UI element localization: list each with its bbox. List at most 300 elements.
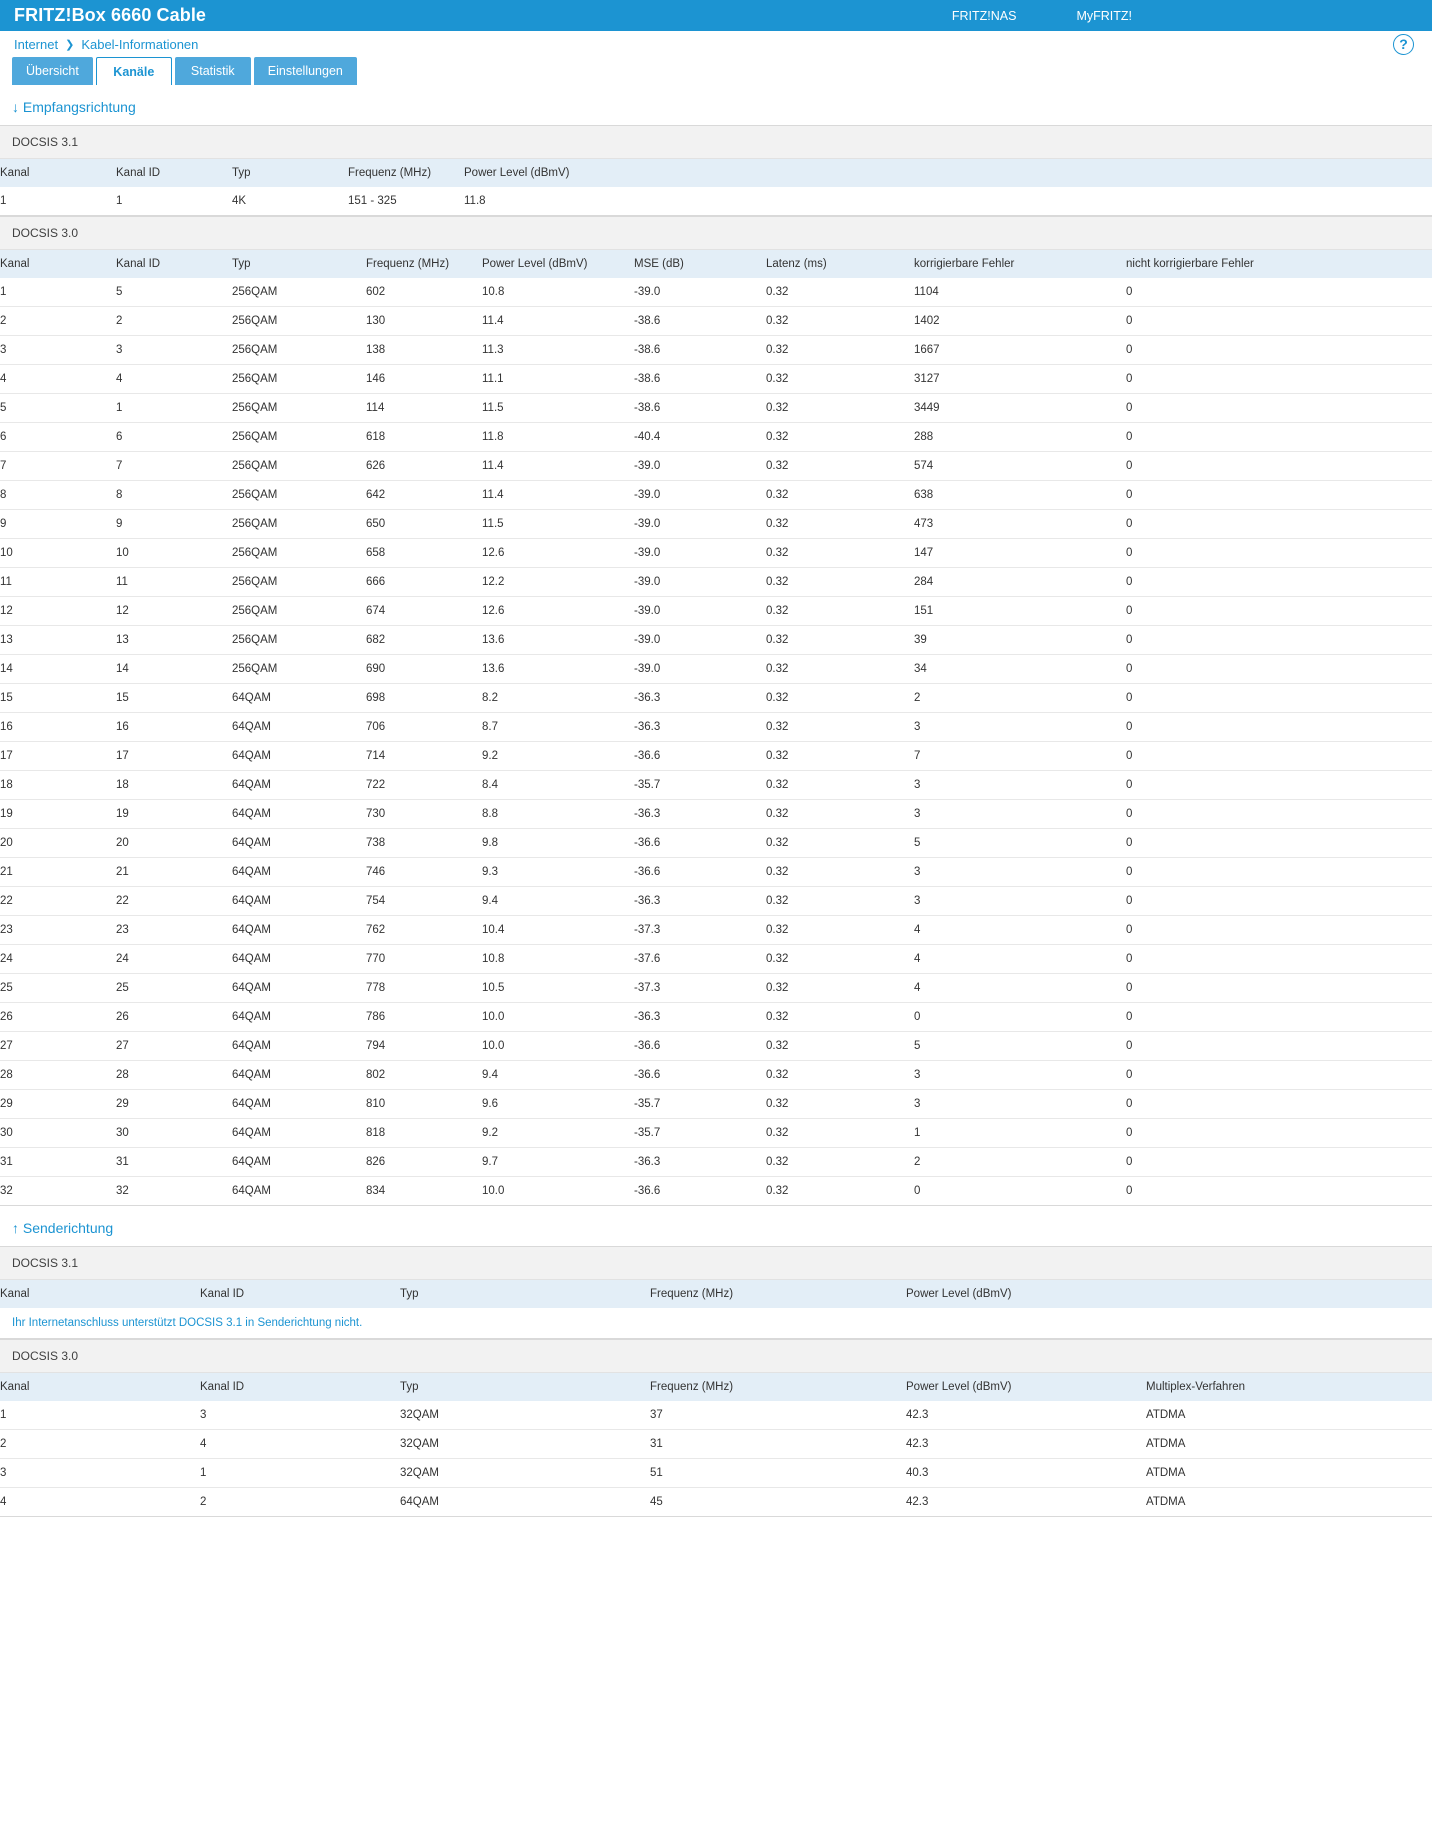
upstream-docsis30-cell-3: 31 [650,1430,906,1459]
downstream-docsis30-cell-2: 256QAM [232,307,366,336]
downstream-docsis31-table [0,159,1432,216]
downstream-docsis30-cell-2: 64QAM [232,1177,366,1206]
downstream-docsis30-cell-0: 32 [0,1177,116,1206]
downstream-docsis30-cell-7: 3 [914,887,1126,916]
upstream-section-title: ↑ Senderichtung [12,1220,114,1236]
downstream-docsis30-cell-4: 12.2 [482,568,634,597]
downstream-docsis30-cell-7: 3 [914,713,1126,742]
downstream-docsis30-cell-4: 9.4 [482,1061,634,1090]
downstream-docsis30-cell-4: 8.2 [482,684,634,713]
downstream-docsis30-cell-3: 770 [366,945,482,974]
downstream-docsis30-cell-5: -39.0 [634,568,766,597]
downstream-docsis30-cell-8: 0 [1126,655,1432,684]
downstream-docsis30-cell-1: 6 [116,423,232,452]
downstream-docsis30-cell-5: -35.7 [634,771,766,800]
upstream-docsis30-cell-4: 42.3 [906,1488,1146,1517]
downstream-docsis30-cell-5: -38.6 [634,336,766,365]
downstream-docsis30-cell-0: 11 [0,568,116,597]
downstream-docsis30-cell-2: 256QAM [232,365,366,394]
col-kanal: Kanal [0,159,116,187]
downstream-docsis30-cell-6: 0.32 [766,626,914,655]
cell-power-level: 11.8 [464,187,1432,216]
downstream-docsis30-cell-4: 11.5 [482,510,634,539]
downstream-docsis30-cell-4: 10.8 [482,945,634,974]
downstream-docsis30-cell-1: 4 [116,365,232,394]
downstream-docsis30-cell-2: 256QAM [232,568,366,597]
downstream-docsis30-cell-0: 2 [0,307,116,336]
link-fritznas[interactable]: FRITZ!NAS [951,8,1017,23]
upstream-docsis30-cell-5: ATDMA [1146,1401,1432,1430]
downstream-docsis30-cell-8: 0 [1126,539,1432,568]
downstream-docsis30-cell-1: 23 [116,916,232,945]
downstream-docsis30-cell-5: -36.6 [634,742,766,771]
breadcrumb-root[interactable]: Internet [14,36,59,52]
downstream-docsis30-cell-3: 738 [366,829,482,858]
downstream-docsis30-cell-6: 0.32 [766,423,914,452]
downstream-docsis30-cell-1: 9 [116,510,232,539]
downstream-docsis30-cell-3: 138 [366,336,482,365]
cell-kanal-id: 1 [116,187,232,216]
downstream-docsis30-cell-3: 778 [366,974,482,1003]
downstream-docsis30-cell-3: 826 [366,1148,482,1177]
downstream-docsis30-cell-7: 39 [914,626,1126,655]
upstream-docsis30-cell-5: ATDMA [1146,1459,1432,1488]
downstream-docsis30-cell-4: 13.6 [482,655,634,684]
downstream-docsis30-cell-7: 3 [914,1061,1126,1090]
downstream-docsis30-cell-7: 473 [914,510,1126,539]
col-typ: Typ [232,159,348,187]
downstream-docsis30-cell-7: 5 [914,1032,1126,1061]
downstream-docsis30-cell-7: 5 [914,829,1126,858]
link-myfritz[interactable]: MyFRITZ! [1076,8,1132,23]
downstream-docsis30-cell-0: 12 [0,597,116,626]
downstream-docsis30-cell-4: 11.8 [482,423,634,452]
downstream-docsis30-cell-4: 13.6 [482,626,634,655]
table-row [0,771,1432,800]
table-header-row [0,1280,1432,1308]
downstream-docsis30-cell-8: 0 [1126,1061,1432,1090]
tab-einstellungen[interactable]: Einstellungen [254,57,357,85]
downstream-docsis30-cell-6: 0.32 [766,945,914,974]
downstream-docsis30-cell-5: -39.0 [634,452,766,481]
downstream-docsis30-cell-3: 834 [366,1177,482,1206]
downstream-docsis30-cell-5: -38.6 [634,394,766,423]
table-row [0,829,1432,858]
downstream-docsis30-cell-8: 0 [1126,684,1432,713]
downstream-docsis30-cell-2: 256QAM [232,481,366,510]
downstream-docsis30-cell-3: 810 [366,1090,482,1119]
downstream-docsis30-cell-3: 746 [366,858,482,887]
downstream-docsis30-cell-0: 19 [0,800,116,829]
downstream-docsis30-cell-6: 0.32 [766,858,914,887]
upstream-docsis31-subhead: DOCSIS 3.1 [0,1247,1432,1280]
downstream-docsis30-cell-5: -36.3 [634,1003,766,1032]
downstream-docsis30-cell-3: 114 [366,394,482,423]
downstream-docsis30-cell-7: 1 [914,1119,1126,1148]
downstream-docsis30-cell-8: 0 [1126,423,1432,452]
downstream-docsis30-cell-8: 0 [1126,858,1432,887]
table-row [0,336,1432,365]
downstream-docsis30-cell-0: 30 [0,1119,116,1148]
downstream-docsis30-cell-6: 0.32 [766,887,914,916]
downstream-docsis30-cell-2: 64QAM [232,1148,366,1177]
downstream-docsis30-cell-1: 21 [116,858,232,887]
downstream-docsis30-cell-8: 0 [1126,278,1432,307]
table-row [0,742,1432,771]
downstream-docsis30-cell-1: 31 [116,1148,232,1177]
downstream-docsis30-cell-2: 256QAM [232,423,366,452]
downstream-docsis30-cell-8: 0 [1126,568,1432,597]
table-row [0,1090,1432,1119]
downstream-docsis30-cell-8: 0 [1126,394,1432,423]
table-row [0,1401,1432,1430]
downstream-docsis30-cell-4: 9.6 [482,1090,634,1119]
downstream-docsis30-cell-5: -37.3 [634,916,766,945]
table-row [0,800,1432,829]
downstream-docsis30-cell-2: 256QAM [232,394,366,423]
downstream-docsis30-cell-1: 11 [116,568,232,597]
upstream-docsis30-cell-1: 2 [200,1488,400,1517]
downstream-docsis30-cell-1: 10 [116,539,232,568]
upstream-docsis31-table [0,1280,1432,1308]
downstream-docsis30-cell-7: 3 [914,858,1126,887]
table-row [0,394,1432,423]
downstream-docsis30-cell-2: 64QAM [232,800,366,829]
downstream-docsis30-cell-2: 256QAM [232,626,366,655]
table-row [0,510,1432,539]
downstream-docsis30-cell-2: 256QAM [232,278,366,307]
downstream-docsis30-cell-3: 666 [366,568,482,597]
downstream-docsis30-cell-0: 4 [0,365,116,394]
downstream-docsis30-cell-5: -38.6 [634,365,766,394]
downstream-docsis30-cell-3: 714 [366,742,482,771]
downstream-docsis30-cell-6: 0.32 [766,684,914,713]
table-row [0,858,1432,887]
downstream-docsis30-cell-1: 20 [116,829,232,858]
downstream-docsis30-cell-4: 9.4 [482,887,634,916]
upstream-docsis31-col-3: Frequenz (MHz) [650,1280,906,1308]
downstream-docsis30-cell-7: 1104 [914,278,1126,307]
downstream-docsis30-cell-0: 18 [0,771,116,800]
downstream-docsis30-cell-2: 64QAM [232,1119,366,1148]
downstream-docsis30-cell-5: -36.3 [634,800,766,829]
downstream-docsis30-cell-6: 0.32 [766,307,914,336]
downstream-docsis30-cell-4: 9.2 [482,742,634,771]
downstream-docsis30-panel [0,216,1432,1206]
downstream-docsis30-cell-7: 7 [914,742,1126,771]
upstream-docsis30-cell-4: 42.3 [906,1401,1146,1430]
downstream-docsis31-subhead: DOCSIS 3.1 [0,126,1432,159]
table-row [0,626,1432,655]
downstream-docsis30-cell-4: 12.6 [482,597,634,626]
upstream-docsis30-cell-3: 37 [650,1401,906,1430]
upstream-docsis30-panel [0,1339,1432,1517]
downstream-docsis30-cell-6: 0.32 [766,974,914,1003]
downstream-docsis30-col-4: Power Level (dBmV) [482,250,634,278]
downstream-docsis30-cell-1: 19 [116,800,232,829]
downstream-docsis30-cell-4: 10.4 [482,916,634,945]
tab-uebersicht[interactable]: Übersicht [12,57,93,85]
downstream-docsis30-cell-1: 32 [116,1177,232,1206]
table-row [0,539,1432,568]
table-row [0,278,1432,307]
upstream-docsis30-cell-3: 51 [650,1459,906,1488]
downstream-docsis30-cell-5: -36.6 [634,1061,766,1090]
cell-frequenz: 151 - 325 [348,187,464,216]
upstream-docsis30-cell-3: 45 [650,1488,906,1517]
table-row [0,1177,1432,1206]
downstream-docsis30-cell-6: 0.32 [766,655,914,684]
downstream-docsis30-cell-8: 0 [1126,1148,1432,1177]
downstream-docsis30-cell-0: 8 [0,481,116,510]
upstream-docsis30-col-0: Kanal [0,1373,200,1401]
downstream-docsis30-cell-5: -36.3 [634,684,766,713]
downstream-docsis30-cell-1: 22 [116,887,232,916]
downstream-docsis30-cell-8: 0 [1126,916,1432,945]
downstream-docsis30-cell-0: 26 [0,1003,116,1032]
table-row [0,713,1432,742]
breadcrumb [14,37,198,52]
downstream-docsis30-cell-8: 0 [1126,1090,1432,1119]
downstream-docsis30-cell-3: 642 [366,481,482,510]
table-body [0,278,1432,1206]
downstream-docsis30-cell-2: 64QAM [232,974,366,1003]
downstream-docsis30-cell-0: 20 [0,829,116,858]
downstream-docsis30-cell-8: 0 [1126,771,1432,800]
product-title: FRITZ!Box 6660 Cable [14,5,207,25]
downstream-docsis30-cell-4: 10.5 [482,974,634,1003]
downstream-docsis30-cell-0: 28 [0,1061,116,1090]
downstream-docsis30-cell-3: 602 [366,278,482,307]
upstream-docsis31-note: Ihr Internetanschluss unterstützt DOCSIS 3.1 in Senderichtung nicht. [0,1308,1432,1339]
downstream-docsis30-cell-0: 1 [0,278,116,307]
downstream-docsis30-cell-6: 0.32 [766,1061,914,1090]
table-body [0,1401,1432,1517]
downstream-docsis30-cell-3: 146 [366,365,482,394]
downstream-docsis30-cell-2: 64QAM [232,1090,366,1119]
upstream-docsis30-cell-4: 40.3 [906,1459,1146,1488]
downstream-docsis30-cell-6: 0.32 [766,1119,914,1148]
downstream-docsis30-cell-0: 14 [0,655,116,684]
upstream-docsis30-cell-2: 32QAM [400,1401,650,1430]
table-row [0,916,1432,945]
downstream-docsis30-cell-6: 0.32 [766,597,914,626]
downstream-docsis30-cell-2: 256QAM [232,597,366,626]
page-content [0,85,1432,1517]
downstream-docsis30-cell-1: 12 [116,597,232,626]
downstream-docsis30-cell-2: 64QAM [232,1003,366,1032]
downstream-docsis30-cell-1: 29 [116,1090,232,1119]
downstream-docsis30-cell-0: 5 [0,394,116,423]
table-row [0,887,1432,916]
downstream-docsis30-cell-8: 0 [1126,974,1432,1003]
col-kanal-id: Kanal ID [116,159,232,187]
downstream-docsis30-cell-3: 698 [366,684,482,713]
downstream-docsis30-cell-6: 0.32 [766,452,914,481]
downstream-docsis30-cell-8: 0 [1126,336,1432,365]
upstream-docsis30-cell-0: 2 [0,1430,200,1459]
upstream-docsis30-col-1: Kanal ID [200,1373,400,1401]
downstream-docsis30-cell-5: -36.3 [634,887,766,916]
table-row [0,1148,1432,1177]
downstream-section-title: ↓ Empfangsrichtung [12,99,136,115]
downstream-docsis30-cell-4: 10.0 [482,1177,634,1206]
downstream-docsis30-cell-4: 11.4 [482,307,634,336]
table-row [0,1459,1432,1488]
downstream-docsis30-cell-2: 64QAM [232,742,366,771]
downstream-docsis30-cell-0: 29 [0,1090,116,1119]
downstream-docsis30-cell-3: 818 [366,1119,482,1148]
downstream-docsis30-cell-8: 0 [1126,1032,1432,1061]
downstream-docsis30-cell-3: 682 [366,626,482,655]
downstream-docsis30-cell-1: 17 [116,742,232,771]
downstream-docsis30-cell-7: 3449 [914,394,1126,423]
downstream-docsis30-cell-1: 24 [116,945,232,974]
downstream-docsis30-cell-7: 3 [914,800,1126,829]
titlebar-links [952,9,1132,23]
downstream-docsis30-cell-2: 64QAM [232,887,366,916]
downstream-docsis30-col-0: Kanal [0,250,116,278]
downstream-docsis30-cell-0: 24 [0,945,116,974]
upstream-docsis30-col-2: Typ [400,1373,650,1401]
tab-kanaele[interactable]: Kanäle [96,57,172,85]
downstream-docsis30-cell-8: 0 [1126,597,1432,626]
downstream-docsis30-cell-7: 2 [914,1148,1126,1177]
tab-bar [0,57,1432,85]
downstream-docsis30-cell-4: 11.4 [482,481,634,510]
downstream-docsis30-cell-6: 0.32 [766,336,914,365]
downstream-docsis30-cell-3: 794 [366,1032,482,1061]
downstream-docsis30-cell-0: 16 [0,713,116,742]
downstream-docsis30-cell-7: 3 [914,1090,1126,1119]
downstream-docsis30-cell-2: 256QAM [232,510,366,539]
table-row [0,1119,1432,1148]
downstream-docsis30-cell-1: 7 [116,452,232,481]
downstream-docsis31-panel [0,125,1432,216]
downstream-docsis30-cell-7: 574 [914,452,1126,481]
upstream-docsis30-col-3: Frequenz (MHz) [650,1373,906,1401]
upstream-docsis30-col-5: Multiplex-Verfahren [1146,1373,1432,1401]
downstream-docsis30-cell-5: -39.0 [634,278,766,307]
table-row [0,1430,1432,1459]
downstream-docsis30-cell-6: 0.32 [766,278,914,307]
col-frequenz: Frequenz (MHz) [348,159,464,187]
downstream-docsis30-cell-0: 21 [0,858,116,887]
downstream-docsis30-cell-6: 0.32 [766,1032,914,1061]
downstream-docsis30-cell-6: 0.32 [766,713,914,742]
downstream-docsis30-cell-4: 11.5 [482,394,634,423]
downstream-docsis30-cell-5: -36.3 [634,713,766,742]
col-power-level: Power Level (dBmV) [464,159,1432,187]
downstream-docsis30-cell-2: 64QAM [232,916,366,945]
downstream-docsis30-cell-2: 256QAM [232,539,366,568]
downstream-docsis30-col-6: Latenz (ms) [766,250,914,278]
upstream-docsis30-subhead: DOCSIS 3.0 [0,1340,1432,1373]
upstream-docsis31-col-1: Kanal ID [200,1280,400,1308]
downstream-docsis30-cell-8: 0 [1126,829,1432,858]
upstream-docsis30-table [0,1373,1432,1517]
table-row [0,307,1432,336]
downstream-docsis30-cell-1: 25 [116,974,232,1003]
downstream-docsis30-cell-0: 3 [0,336,116,365]
downstream-docsis30-cell-2: 64QAM [232,829,366,858]
downstream-docsis30-col-8: nicht korrigierbare Fehler [1126,250,1432,278]
downstream-docsis30-col-3: Frequenz (MHz) [366,250,482,278]
downstream-docsis30-cell-6: 0.32 [766,1177,914,1206]
upstream-docsis30-cell-5: ATDMA [1146,1430,1432,1459]
table-row [0,481,1432,510]
downstream-docsis30-cell-8: 0 [1126,800,1432,829]
downstream-docsis30-cell-3: 730 [366,800,482,829]
upstream-docsis31-col-4: Power Level (dBmV) [906,1280,1432,1308]
downstream-docsis30-cell-5: -39.0 [634,626,766,655]
downstream-docsis30-cell-5: -39.0 [634,597,766,626]
downstream-docsis30-cell-0: 25 [0,974,116,1003]
downstream-docsis30-cell-0: 15 [0,684,116,713]
downstream-docsis30-col-7: korrigierbare Fehler [914,250,1126,278]
downstream-docsis30-table [0,250,1432,1206]
upstream-docsis31-panel [0,1246,1432,1339]
breadcrumb-current: Kabel-Informationen [81,36,199,52]
downstream-docsis30-cell-2: 64QAM [232,858,366,887]
downstream-docsis30-cell-0: 23 [0,916,116,945]
downstream-docsis30-cell-4: 12.6 [482,539,634,568]
downstream-docsis30-cell-1: 18 [116,771,232,800]
downstream-docsis30-cell-6: 0.32 [766,771,914,800]
help-icon[interactable]: ? [1393,34,1414,55]
downstream-docsis30-cell-7: 638 [914,481,1126,510]
downstream-docsis30-cell-0: 10 [0,539,116,568]
downstream-docsis30-cell-5: -39.0 [634,510,766,539]
downstream-docsis30-cell-7: 0 [914,1003,1126,1032]
downstream-docsis30-cell-7: 4 [914,916,1126,945]
downstream-docsis30-cell-0: 9 [0,510,116,539]
downstream-docsis30-cell-1: 5 [116,278,232,307]
downstream-docsis30-cell-3: 130 [366,307,482,336]
downstream-docsis30-cell-6: 0.32 [766,1090,914,1119]
table-row [0,1488,1432,1517]
downstream-docsis30-cell-2: 256QAM [232,452,366,481]
upstream-docsis30-cell-2: 64QAM [400,1488,650,1517]
downstream-docsis30-cell-5: -37.6 [634,945,766,974]
table-row [0,945,1432,974]
downstream-docsis30-cell-1: 16 [116,713,232,742]
upstream-docsis30-col-4: Power Level (dBmV) [906,1373,1146,1401]
table-header-row [0,159,1432,187]
downstream-docsis30-subhead: DOCSIS 3.0 [0,217,1432,250]
downstream-docsis30-cell-5: -39.0 [634,655,766,684]
downstream-docsis30-cell-3: 754 [366,887,482,916]
downstream-docsis30-cell-5: -36.6 [634,858,766,887]
upstream-docsis30-cell-5: ATDMA [1146,1488,1432,1517]
downstream-docsis30-cell-6: 0.32 [766,510,914,539]
downstream-docsis30-cell-8: 0 [1126,626,1432,655]
downstream-docsis30-cell-6: 0.32 [766,1003,914,1032]
downstream-docsis30-cell-0: 13 [0,626,116,655]
downstream-docsis30-cell-4: 9.8 [482,829,634,858]
downstream-docsis30-cell-7: 2 [914,684,1126,713]
tab-statistik[interactable]: Statistik [175,57,251,85]
downstream-docsis30-col-1: Kanal ID [116,250,232,278]
downstream-docsis30-cell-1: 14 [116,655,232,684]
downstream-docsis30-cell-6: 0.32 [766,1148,914,1177]
downstream-docsis30-cell-2: 64QAM [232,1032,366,1061]
downstream-docsis30-cell-8: 0 [1126,452,1432,481]
downstream-docsis30-cell-8: 0 [1126,713,1432,742]
upstream-docsis30-cell-1: 4 [200,1430,400,1459]
table-header-row [0,1373,1432,1401]
downstream-docsis30-cell-1: 26 [116,1003,232,1032]
